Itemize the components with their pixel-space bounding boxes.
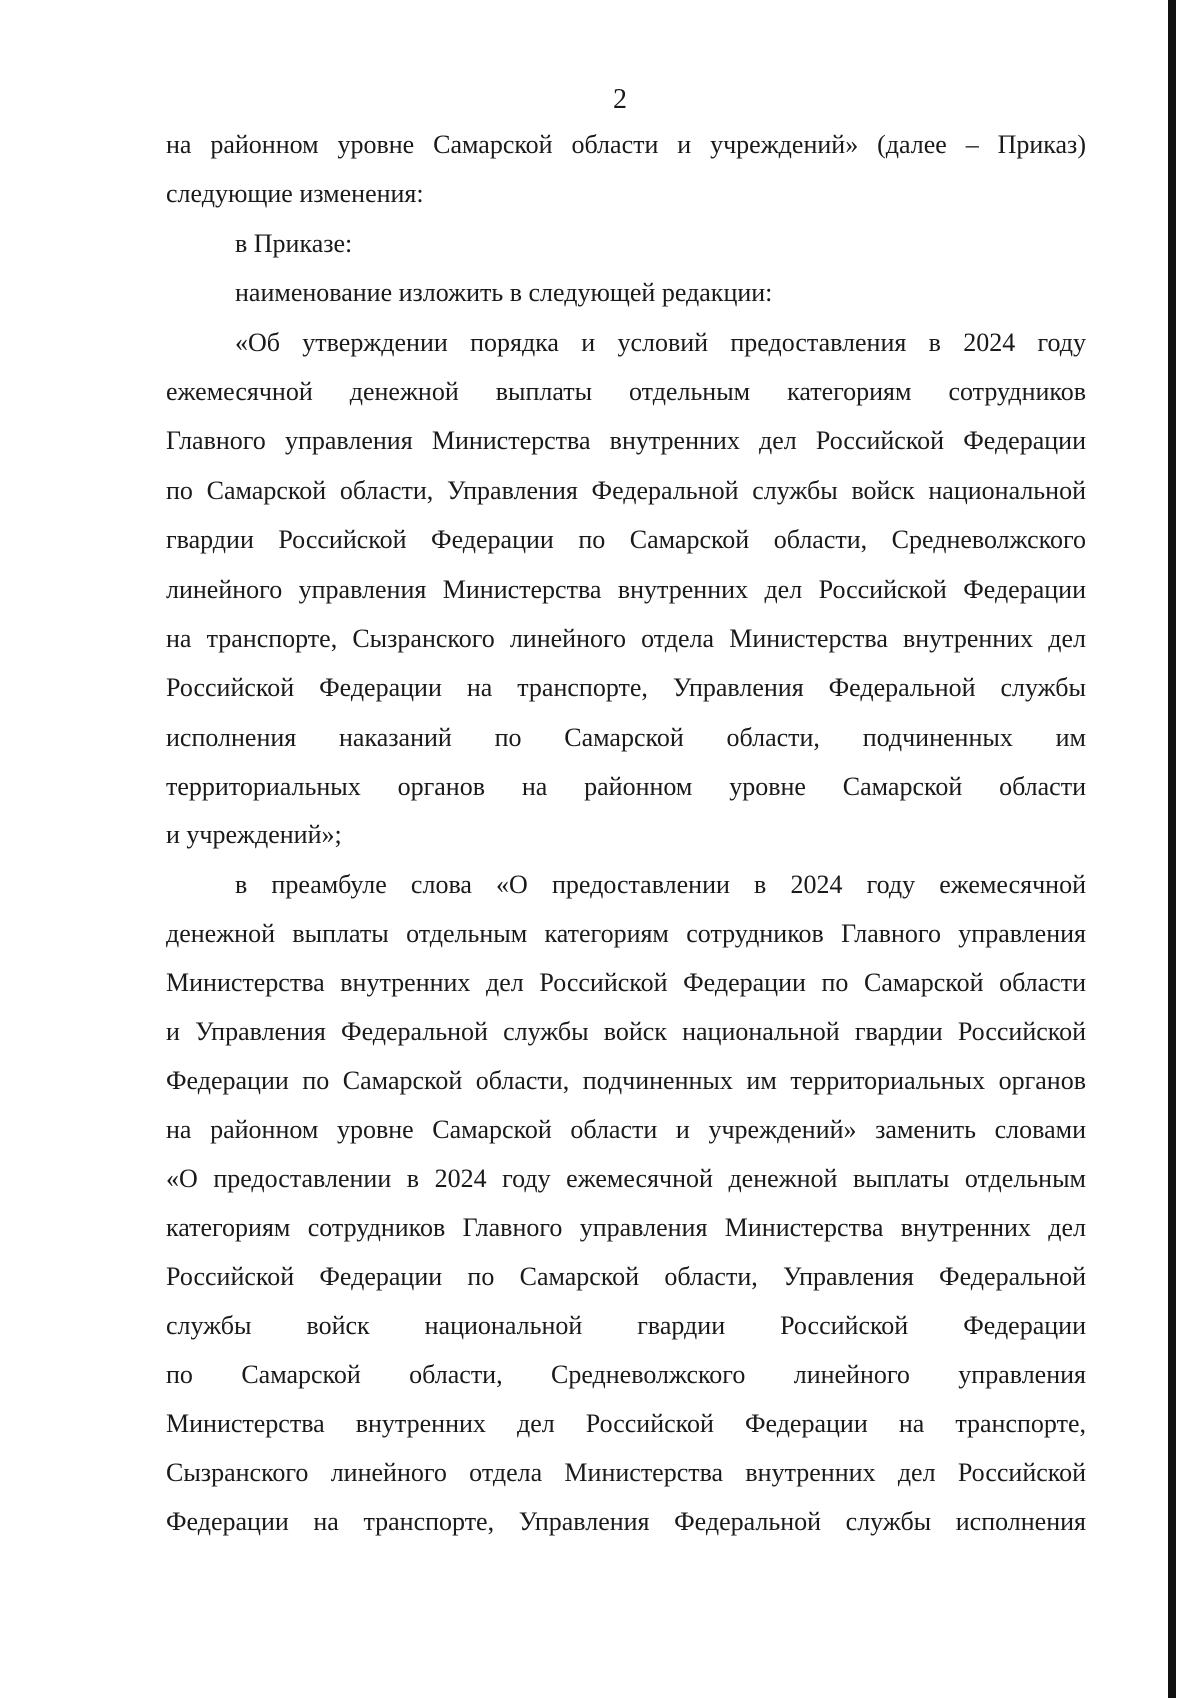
text-line: и Управления Федеральной службы войск национальной гвардии Российской — [166, 1017, 1086, 1046]
scan-edge-bar — [1168, 0, 1176, 1698]
text-line: и учреждений»; — [166, 820, 342, 849]
text-line: по Самарской области, Средневолжского линейного управления — [166, 1360, 1086, 1389]
text-line: Федерации на транспорте, Управления Федеральной службы исполнения — [166, 1507, 1086, 1536]
text-line: наименование изложить в следующей редакции: — [235, 278, 773, 307]
text-line: Российской Федерации по Самарской области, Управления Федеральной — [166, 1262, 1086, 1291]
text-line: Министерства внутренних дел Российской Федерации на транспорте, — [166, 1409, 1086, 1438]
text-line: Федерации по Самарской области, подчиненных им территориальных органов — [166, 1066, 1086, 1095]
text-line: «О предоставлении в 2024 году ежемесячной денежной выплаты отдельным — [166, 1164, 1086, 1193]
text-line: в преамбуле слова «О предоставлении в 2024 году ежемесячной — [235, 870, 1086, 899]
text-line: службы войск национальной гвардии Российской Федерации — [166, 1311, 1086, 1340]
text-line: Сызранского линейного отдела Министерства внутренних дел Российской — [166, 1458, 1086, 1487]
text-line: Министерства внутренних дел Российской Федерации по Самарской области — [166, 968, 1086, 997]
text-line: гвардии Российской Федерации по Самарской области, Средневолжского — [166, 525, 1086, 554]
page-number: 2 — [613, 84, 627, 115]
text-line: следующие изменения: — [166, 179, 424, 208]
text-line: в Приказе: — [235, 229, 353, 258]
text-line: ежемесячной денежной выплаты отдельным категориям сотрудников — [166, 377, 1086, 406]
text-line: на транспорте, Сызранского линейного отдела Министерства внутренних дел — [166, 624, 1086, 653]
text-line: «Об утверждении порядка и условий предоставления в 2024 году — [235, 328, 1086, 357]
text-line: категориям сотрудников Главного управления Министерства внутренних дел — [166, 1213, 1086, 1242]
text-line: Российской Федерации на транспорте, Управления Федеральной службы — [166, 673, 1086, 702]
text-line: территориальных органов на районном уровне Самарской области — [166, 772, 1086, 801]
text-line: исполнения наказаний по Самарской области, подчиненных им — [166, 723, 1086, 752]
text-line: линейного управления Министерства внутренних дел Российской Федерации — [166, 575, 1086, 604]
text-line: по Самарской области, Управления Федеральной службы войск национальной — [166, 476, 1086, 505]
text-line: на районном уровне Самарской области и учреждений» (далее – Приказ) — [166, 130, 1086, 159]
text-line: денежной выплаты отдельным категориям сотрудников Главного управления — [166, 919, 1086, 948]
text-line: Главного управления Министерства внутренних дел Российской Федерации — [166, 426, 1086, 455]
text-line: на районном уровне Самарской области и учреждений» заменить словами — [166, 1115, 1086, 1144]
